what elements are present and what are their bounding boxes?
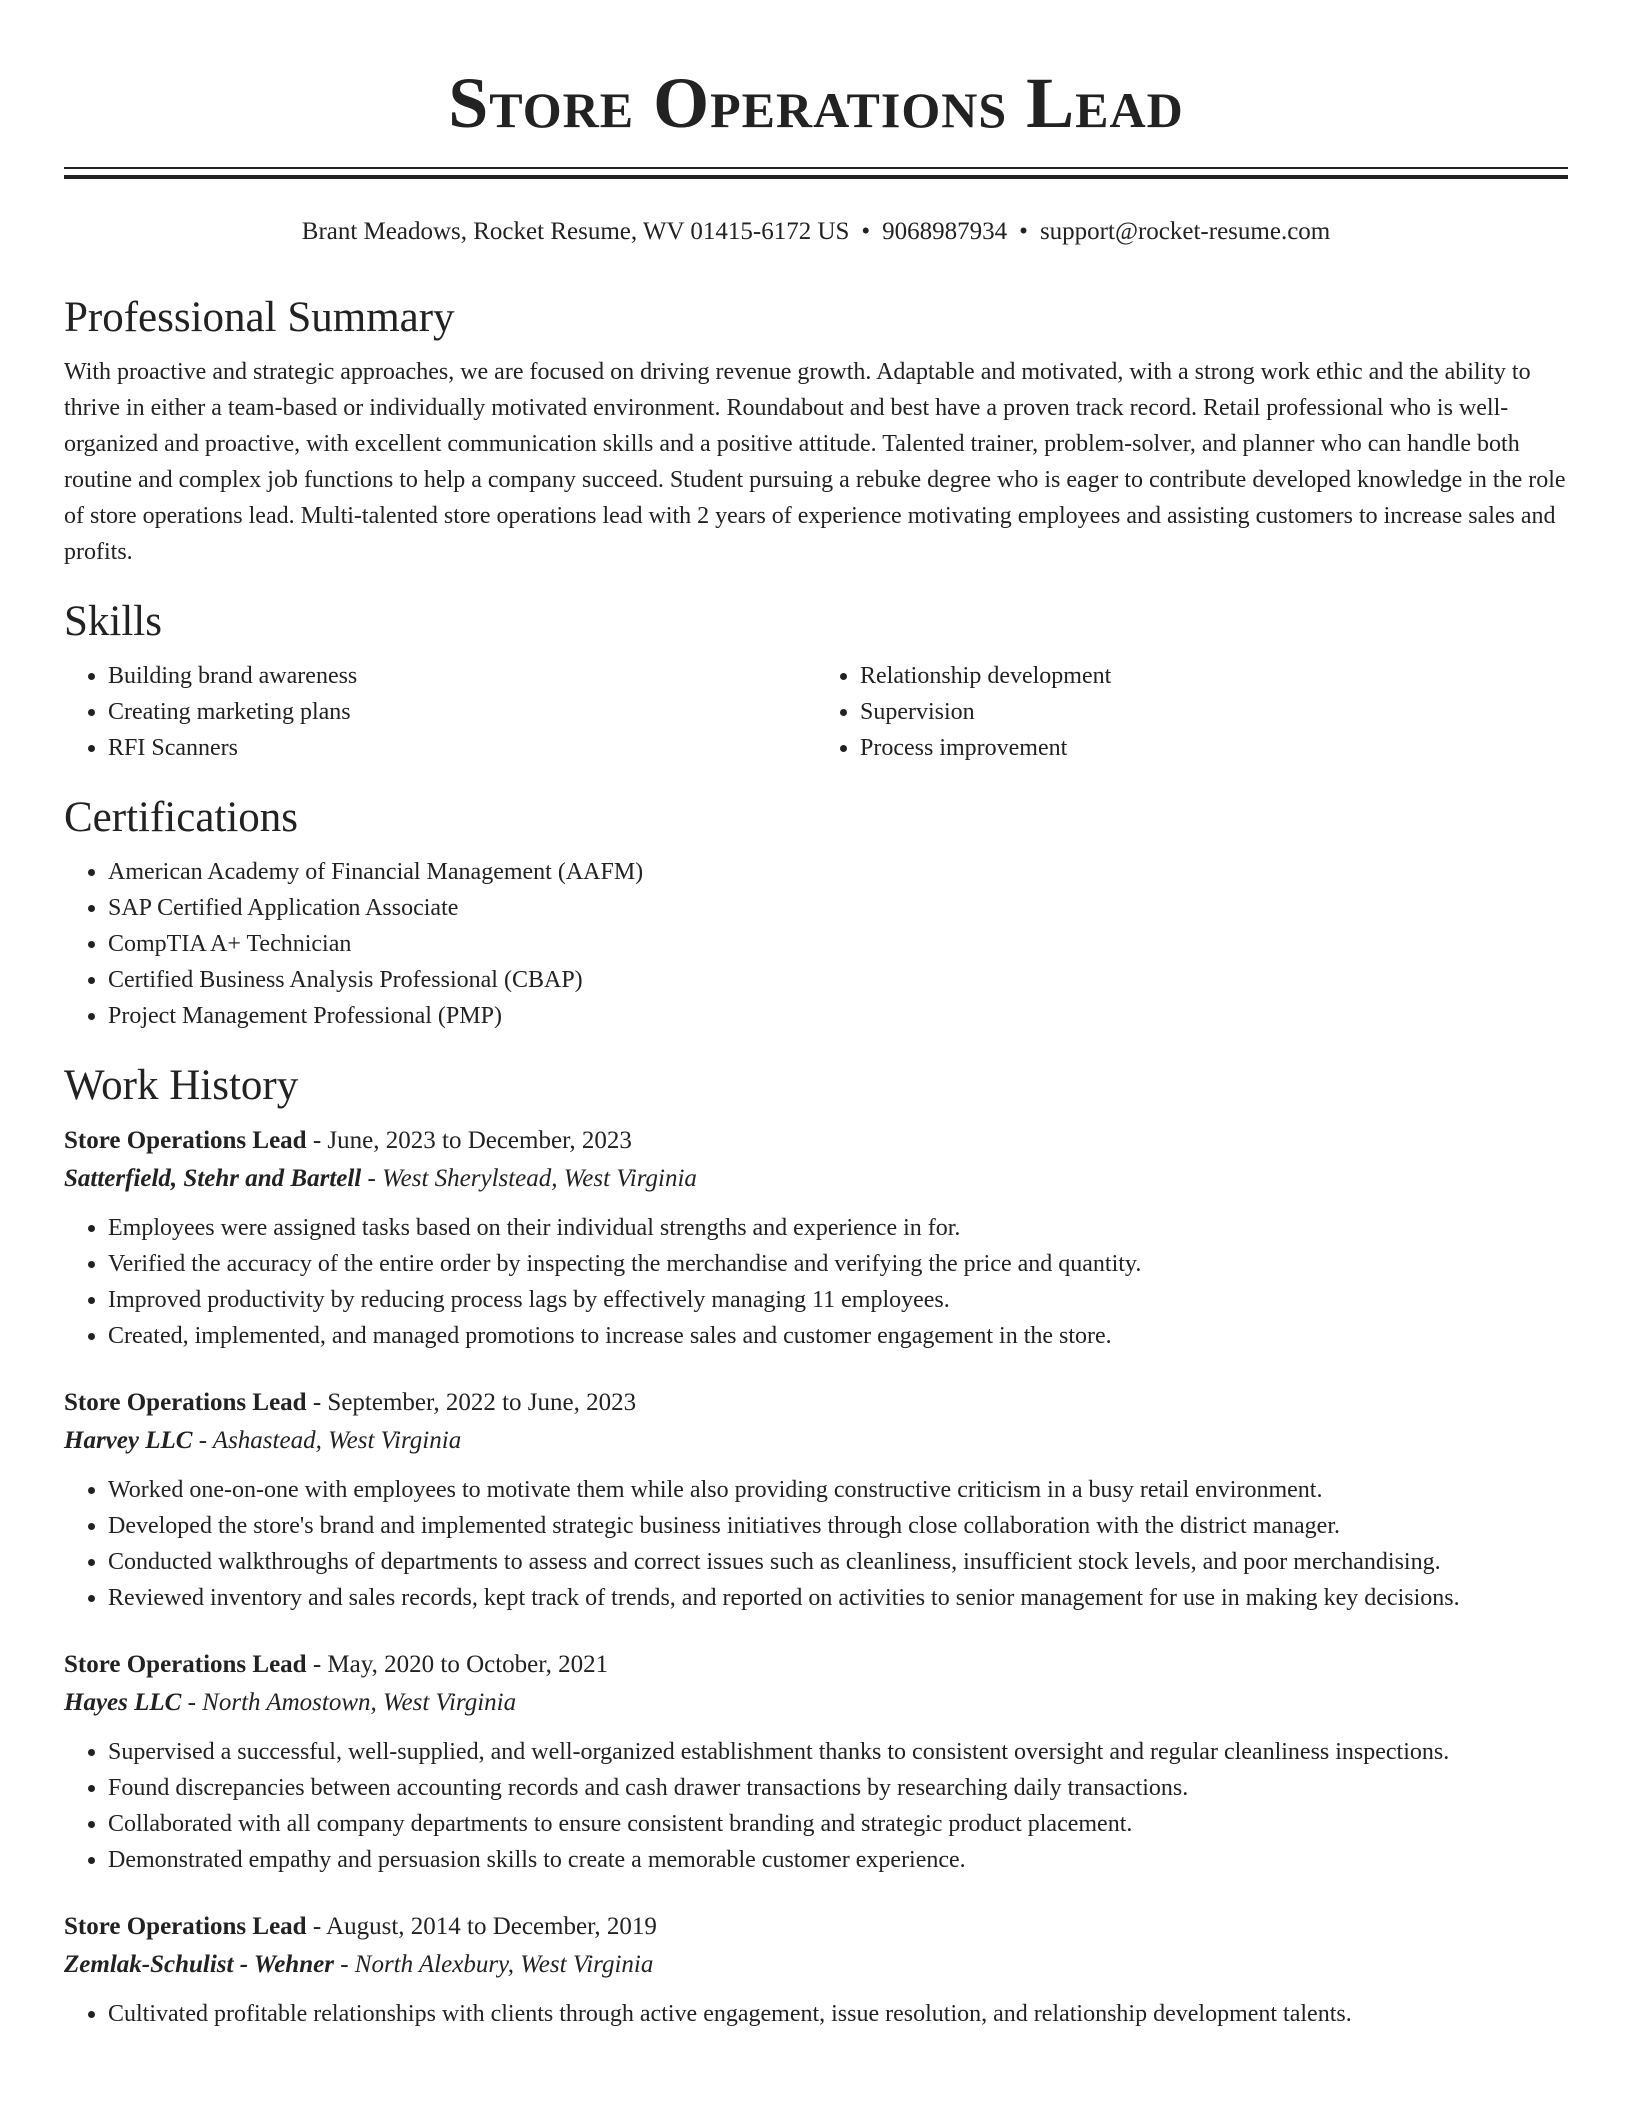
work-history-section (64, 1058, 1568, 2032)
job-entry (64, 1908, 1568, 2032)
job-title-line (64, 1122, 1568, 1160)
skills-list-left (64, 658, 816, 766)
contact-email: support@rocket-resume.com (1039, 218, 1331, 245)
job-title-line (64, 1908, 1568, 1946)
title-rule-thick (64, 175, 1568, 179)
job-bullet: • Found discrepancies between accounting records and cash drawer transactions by researching daily transactions. (108, 1770, 1568, 1806)
skill-item: • Process improvement (860, 730, 1568, 766)
job-bullet: • Demonstrated empathy and persuasion skills to create a memorable customer experience. (108, 1842, 1568, 1878)
certification-item: • CompTIA A+ Technician (108, 926, 1568, 962)
certification-item: • Certified Business Analysis Professional (CBAP) (108, 962, 1568, 998)
certification-item: • Project Management Professional (PMP) (108, 998, 1568, 1034)
job-bullet: • Worked one-on-one with employees to motivate them while also providing constructive criticism in a busy retail environment. (108, 1472, 1568, 1508)
certifications-section (64, 790, 1568, 1034)
job-company: Hayes LLC (64, 1689, 182, 1716)
skills-columns (64, 658, 1568, 766)
job-title: Store Operations Lead (64, 1651, 307, 1678)
job-bullet: • Supervised a successful, well-supplied, and well-organized establishment thanks to consistent oversight and regular cleanliness inspections. (108, 1734, 1568, 1770)
job-bullets (64, 1210, 1568, 1354)
skill-item: • RFI Scanners (108, 730, 816, 766)
summary-text: With proactive and strategic approaches, we are focused on driving revenue growth. Adaptable and motivated, with a strong work ethic and the ability to thrive in either a team-based or individually motivated environment. Roundabout and best have a proven track record. Retail professional who is well-organized and proactive, with excellent communication skills and a positive attitude. Talented trainer, problem-solver, and planner who can handle both routine and complex job functions to help a company succeed. Student pursuing a rebuke degree who is eager to contribute developed knowledge in the role of store operations lead. Multi-talented store operations lead with 2 years of experience motivating employees and assisting customers to increase sales and profits. (64, 359, 1566, 565)
job-bullet: • Cultivated profitable relationships with clients through active engagement, issue resolution, and relationship development talents. (108, 1996, 1568, 2032)
job-dates: - June, 2023 to December, 2023 (306, 1127, 632, 1154)
job-location: - Ashastead, West Virginia (192, 1427, 462, 1454)
work-history-heading: Work History (64, 1062, 299, 1109)
job-location: - West Sherylstead, West Virginia (361, 1165, 697, 1192)
job-company-line (64, 1946, 1568, 1984)
contact-separator: • (1019, 218, 1028, 245)
contact-address: Brant Meadows, Rocket Resume, WV 01415-6172 US (301, 218, 850, 245)
job-bullet: • Reviewed inventory and sales records, kept track of trends, and reported on activities to senior management for use in making key decisions. (108, 1580, 1568, 1616)
job-company: Zemlak-Schulist - Wehner (64, 1951, 334, 1978)
skill-item: • Building brand awareness (108, 658, 816, 694)
skills-heading: Skills (64, 598, 162, 645)
job-title: Store Operations Lead (64, 1389, 307, 1416)
job-company-line (64, 1160, 1568, 1198)
summary-heading: Professional Summary (64, 294, 455, 341)
job-bullet: • Employees were assigned tasks based on their individual strengths and experience in for. (108, 1210, 1568, 1246)
skills-section (64, 594, 1568, 766)
job-bullets (64, 1734, 1568, 1878)
skills-list-right (816, 658, 1568, 766)
job-entry (64, 1122, 1568, 1354)
job-dates: - August, 2014 to December, 2019 (306, 1913, 657, 1940)
job-bullet: • Improved productivity by reducing process lags by effectively managing 11 employees. (108, 1282, 1568, 1318)
job-title: Store Operations Lead (64, 1127, 307, 1154)
job-location: - North Amostown, West Virginia (181, 1689, 517, 1716)
job-bullet: • Verified the accuracy of the entire order by inspecting the merchandise and verifying the price and quantity. (108, 1246, 1568, 1282)
summary-section (64, 290, 1568, 570)
title-rule-thin (64, 167, 1568, 169)
job-bullet: • Collaborated with all company departments to ensure consistent branding and strategic product placement. (108, 1806, 1568, 1842)
certification-item: • SAP Certified Application Associate (108, 890, 1568, 926)
job-company-line (64, 1422, 1568, 1460)
job-bullets (64, 1472, 1568, 1616)
job-bullets (64, 1996, 1568, 2032)
job-company: Satterfield, Stehr and Bartell (64, 1165, 362, 1192)
resume-content (64, 290, 1568, 2062)
job-dates: - May, 2020 to October, 2021 (306, 1651, 609, 1678)
skill-item: • Creating marketing plans (108, 694, 816, 730)
skill-item: • Relationship development (860, 658, 1568, 694)
job-bullet: • Developed the store's brand and implemented strategic business initiatives through close collaboration with the district manager. (108, 1508, 1568, 1544)
certifications-list (64, 854, 1568, 1034)
certifications-heading: Certifications (64, 794, 299, 841)
resume-title: Store Operations Lead (448, 63, 1184, 143)
job-bullet: • Created, implemented, and managed promotions to increase sales and customer engagement in the store. (108, 1318, 1568, 1354)
contact-separator: • (861, 218, 871, 245)
job-title-line (64, 1384, 1568, 1422)
contact-phone: 9068987934 (882, 218, 1008, 245)
job-location: - North Alexbury, West Virginia (333, 1951, 654, 1978)
job-company-line (64, 1684, 1568, 1722)
job-bullet: • Conducted walkthroughs of departments to assess and correct issues such as cleanliness, insufficient stock levels, and poor merchandising. (108, 1544, 1568, 1580)
job-title: Store Operations Lead (64, 1913, 307, 1940)
job-entry (64, 1646, 1568, 1878)
job-title-line (64, 1646, 1568, 1684)
contact-line (0, 215, 1632, 249)
job-entry (64, 1384, 1568, 1616)
skill-item: • Supervision (860, 694, 1568, 730)
job-company: Harvey LLC (64, 1427, 193, 1454)
job-dates: - September, 2022 to June, 2023 (306, 1389, 637, 1416)
certification-item: • American Academy of Financial Management (AAFM) (108, 854, 1568, 890)
